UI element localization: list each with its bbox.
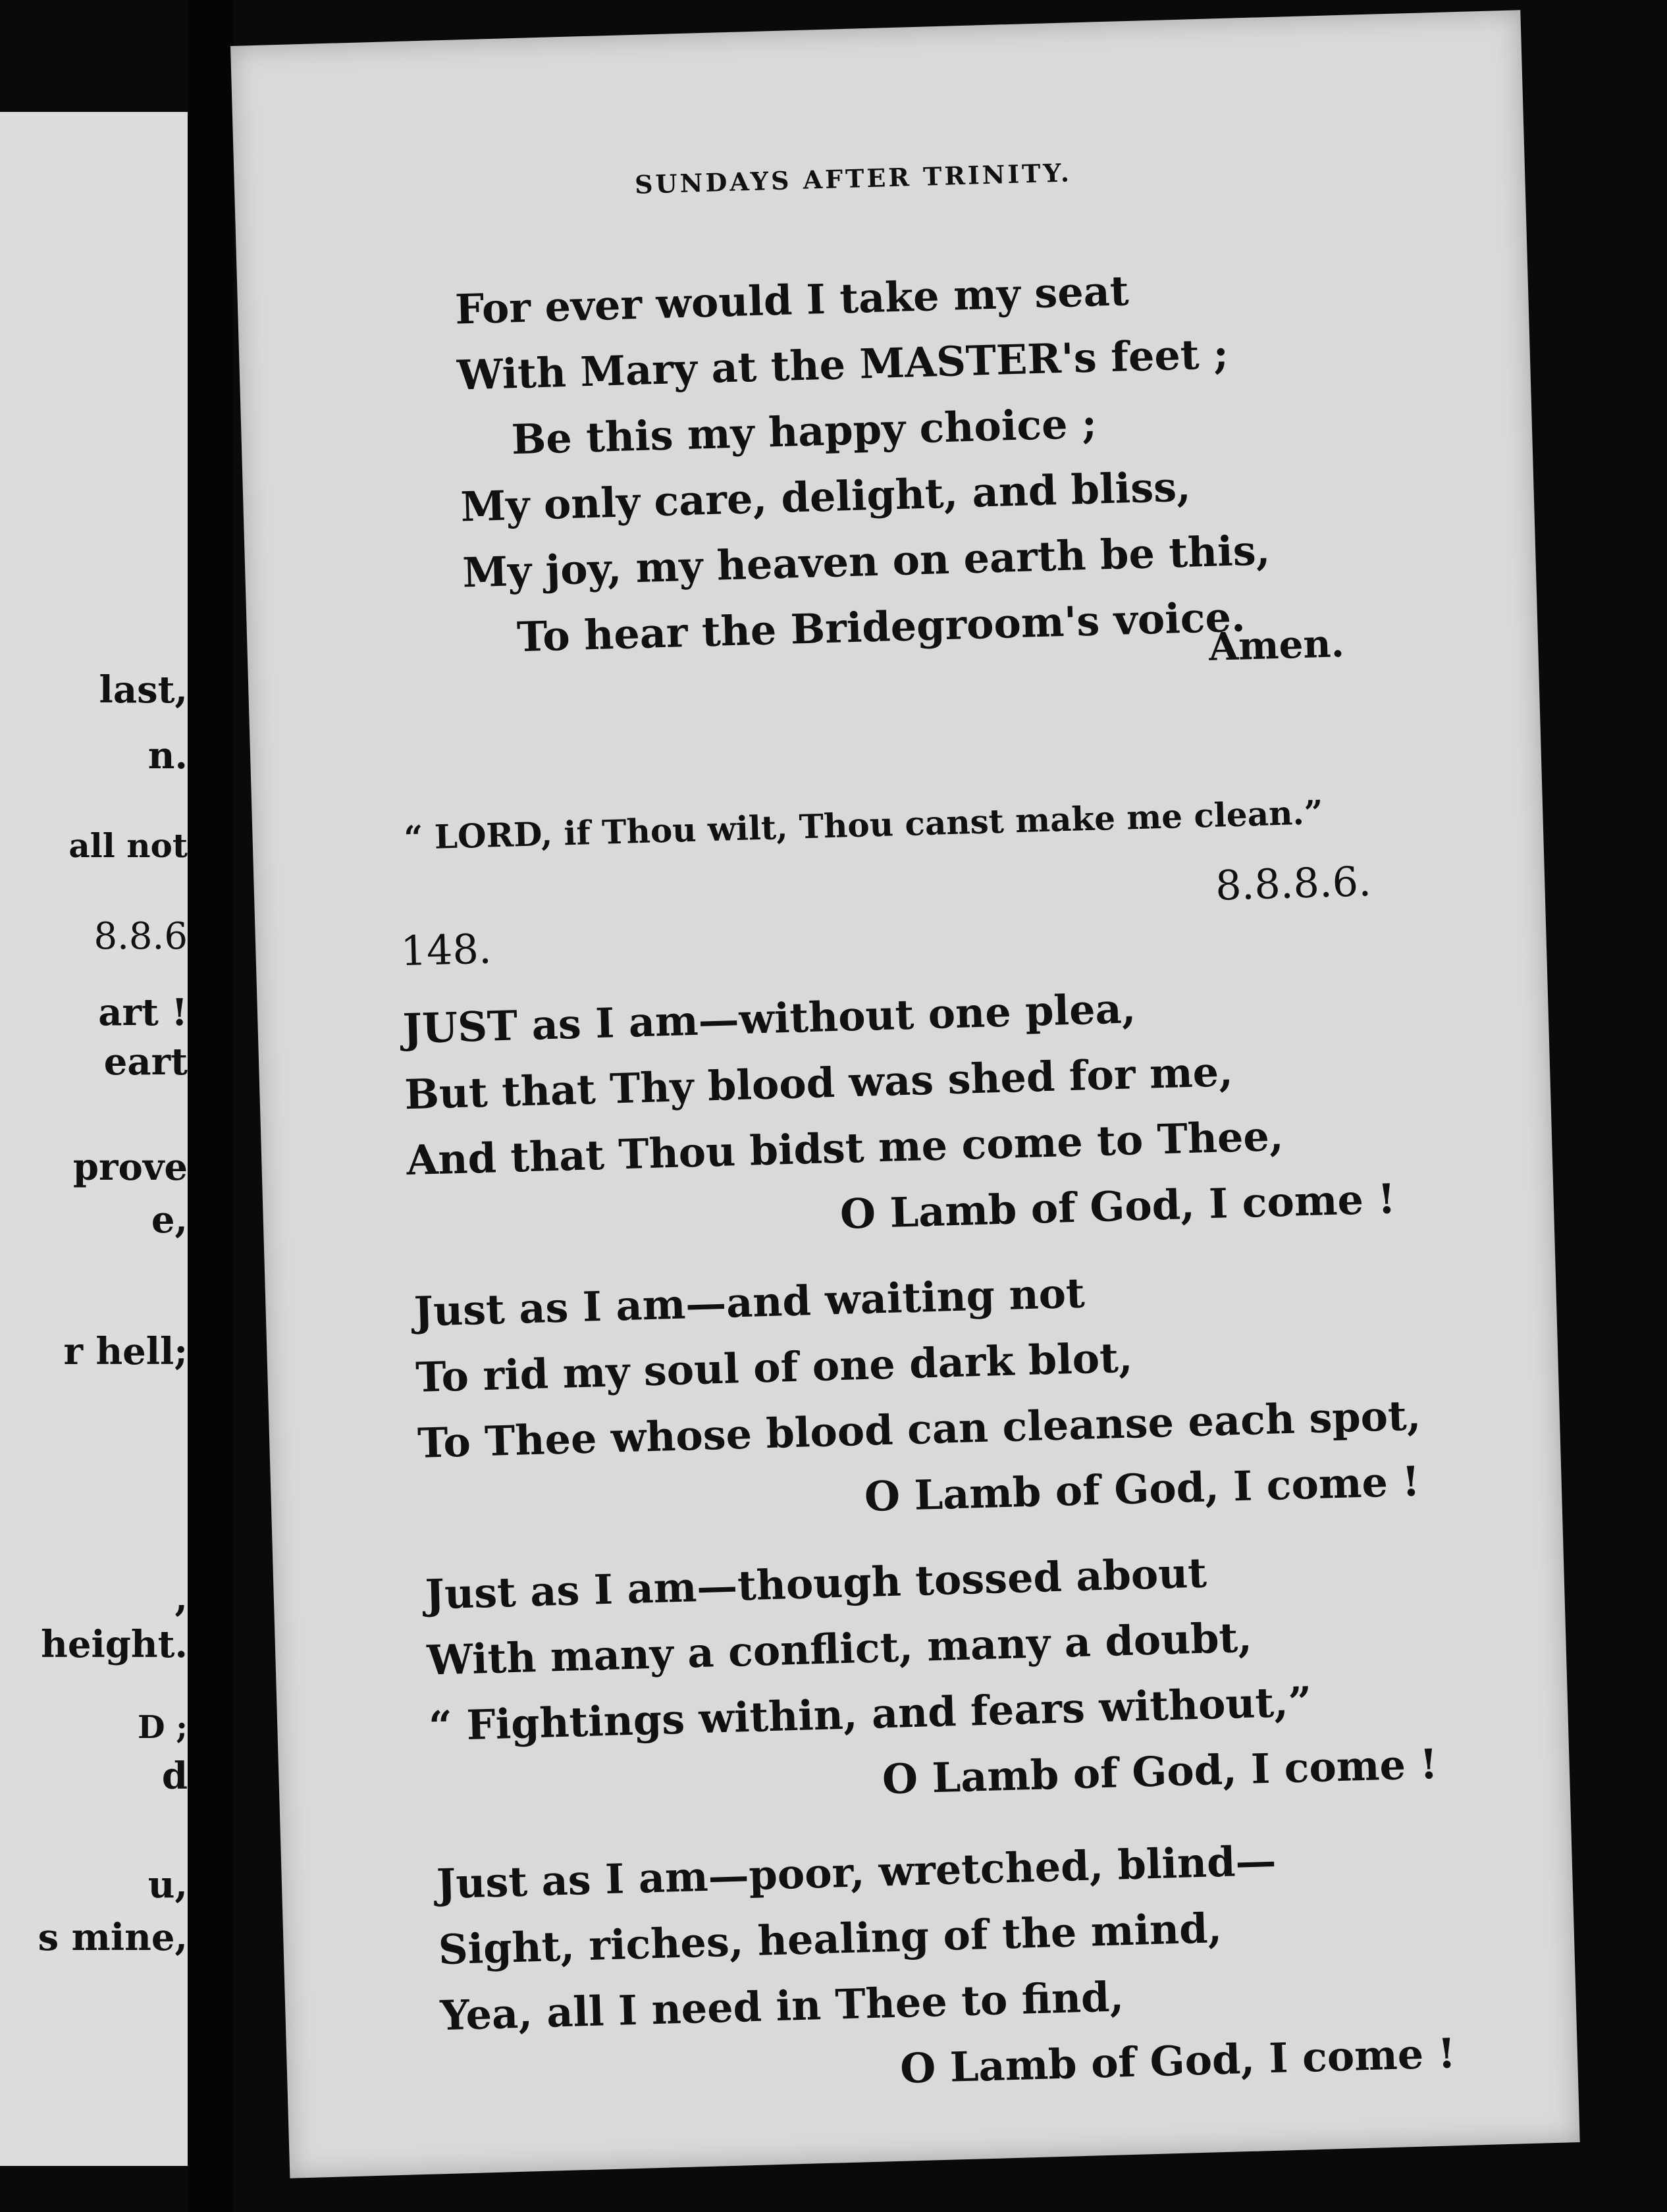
verse-line: For ever would I take my seat	[454, 267, 1130, 334]
left-line: u,	[147, 1863, 188, 1907]
left-line: ,	[174, 1577, 188, 1620]
stanza-4	[436, 1823, 1457, 2115]
verse-line: Be this my happy choice ;	[510, 399, 1098, 464]
left-line: D ;	[137, 1709, 188, 1746]
verse-line: And that Thou bidst me come to Thee,	[406, 1112, 1284, 1185]
verse-line: To rid my soul of one dark blot,	[415, 1333, 1134, 1402]
left-line: n.	[147, 734, 188, 777]
left-line: e,	[151, 1198, 188, 1242]
stanza-2	[413, 1251, 1421, 1542]
verse-line: O Lamb of God, I come !	[882, 1739, 1439, 1804]
hymn-epigraph: “ LORD, if Thou wilt, Thou canst make me clean.”	[403, 793, 1324, 858]
running-head: SUNDAYS AFTER TRINITY.	[634, 157, 1072, 199]
verse-line: “ Fightings within, and fears without,”	[428, 1677, 1313, 1751]
left-line: r hell;	[63, 1330, 188, 1373]
left-line: height.	[41, 1623, 188, 1666]
right-page	[230, 10, 1580, 2178]
verse-line: JUST as I am—without one plea,	[402, 984, 1137, 1053]
verse-line: O Lamb of God, I come !	[899, 2029, 1456, 2093]
verse-line: Just as I am—poor, wretched, blind—	[436, 1836, 1277, 1909]
verse-line: Just as I am—and waiting not	[413, 1269, 1086, 1336]
verse-line: O Lamb of God, I come !	[839, 1174, 1396, 1238]
left-line: d	[161, 1754, 188, 1798]
verse-line: Yea, all I need in Thee to find,	[439, 1972, 1125, 2040]
left-line: art !	[98, 991, 188, 1034]
verse-line: To Thee whose blood can cleanse each spot,	[417, 1391, 1422, 1467]
stanza-3	[424, 1534, 1439, 1826]
verse-line: Just as I am—though tossed about	[424, 1548, 1207, 1619]
left-line: s mine,	[38, 1916, 188, 1959]
stanza-top	[454, 254, 1273, 672]
verse-line: My joy, my heaven on earth be this,	[462, 526, 1271, 597]
hymn-number: 148.	[400, 924, 492, 976]
left-page-fragment	[0, 112, 188, 2166]
left-line: eart	[103, 1040, 188, 1084]
stanza-1	[402, 968, 1396, 1259]
verse-line: My only care, delight, and bliss,	[460, 462, 1192, 531]
left-line: all not	[68, 826, 188, 865]
left-line: prove	[72, 1146, 188, 1189]
verse-line: Sight, riches, healing of the mind,	[437, 1904, 1223, 1974]
page-gutter	[188, 0, 234, 2212]
left-line: 8.8.6	[93, 915, 188, 958]
left-line: last,	[99, 668, 188, 712]
amen: Amen.	[1208, 621, 1345, 670]
verse-line: O Lamb of God, I come !	[864, 1457, 1421, 1521]
verse-line: With many a conflict, many a doubt,	[426, 1613, 1253, 1685]
verse-line: But that Thy blood was shed for me,	[404, 1047, 1234, 1119]
verse-line: With Mary at the MASTER's feet ;	[456, 329, 1229, 400]
verse-line: To hear the Bridegroom's voice.	[516, 592, 1246, 662]
hymn-meter: 8.8.8.6.	[1215, 857, 1372, 910]
